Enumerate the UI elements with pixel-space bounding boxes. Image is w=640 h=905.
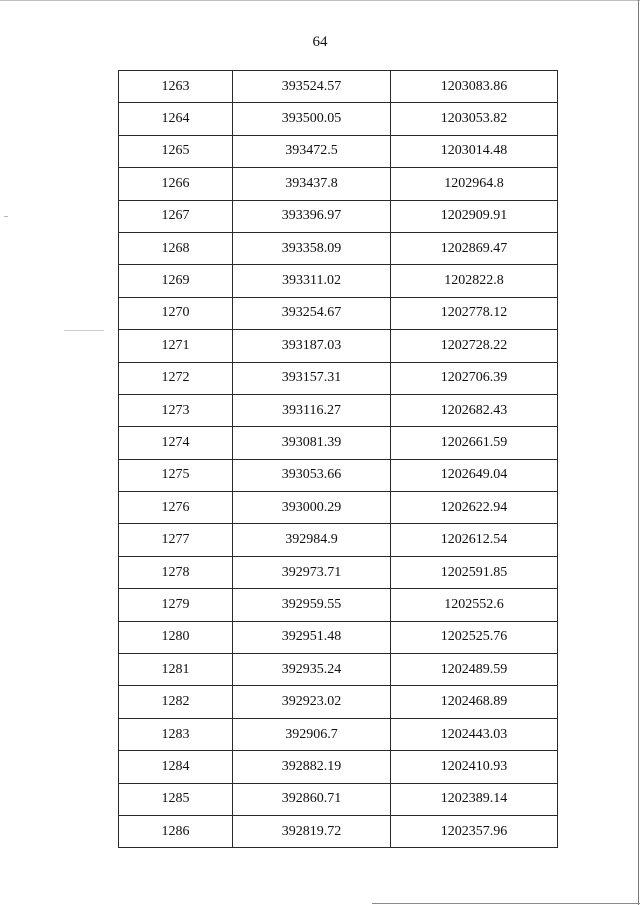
y-coordinate-cell: 1202706.39 bbox=[391, 362, 558, 394]
x-coordinate-cell: 392951.48 bbox=[233, 621, 391, 653]
point-number-cell: 1270 bbox=[119, 297, 233, 329]
y-coordinate-cell: 1202728.22 bbox=[391, 330, 558, 362]
coordinates-table-body bbox=[119, 71, 558, 848]
table-row bbox=[119, 524, 558, 556]
coordinates-table bbox=[118, 70, 558, 848]
x-coordinate-cell: 393437.8 bbox=[233, 168, 391, 200]
x-coordinate-cell: 393358.09 bbox=[233, 232, 391, 264]
x-coordinate-cell: 392973.71 bbox=[233, 556, 391, 588]
point-number-cell: 1276 bbox=[119, 492, 233, 524]
scan-speck bbox=[64, 330, 104, 331]
x-coordinate-cell: 392906.7 bbox=[233, 718, 391, 750]
point-number-cell: 1278 bbox=[119, 556, 233, 588]
x-coordinate-cell: 393524.57 bbox=[233, 71, 391, 103]
y-coordinate-cell: 1202909.91 bbox=[391, 200, 558, 232]
y-coordinate-cell: 1202443.03 bbox=[391, 718, 558, 750]
point-number-cell: 1268 bbox=[119, 232, 233, 264]
point-number-cell: 1280 bbox=[119, 621, 233, 653]
table-row bbox=[119, 297, 558, 329]
y-coordinate-cell: 1202649.04 bbox=[391, 459, 558, 491]
point-number-cell: 1271 bbox=[119, 330, 233, 362]
x-coordinate-cell: 392882.19 bbox=[233, 751, 391, 783]
page-edge-top bbox=[0, 0, 640, 1]
table-row bbox=[119, 135, 558, 167]
table-row bbox=[119, 751, 558, 783]
x-coordinate-cell: 392984.9 bbox=[233, 524, 391, 556]
table-row bbox=[119, 232, 558, 264]
point-number-cell: 1275 bbox=[119, 459, 233, 491]
y-coordinate-cell: 1202964.8 bbox=[391, 168, 558, 200]
table-row bbox=[119, 621, 558, 653]
table-row bbox=[119, 71, 558, 103]
point-number-cell: 1282 bbox=[119, 686, 233, 718]
point-number-cell: 1285 bbox=[119, 783, 233, 815]
point-number-cell: 1283 bbox=[119, 718, 233, 750]
table-row bbox=[119, 492, 558, 524]
x-coordinate-cell: 392819.72 bbox=[233, 815, 391, 847]
y-coordinate-cell: 1202525.76 bbox=[391, 621, 558, 653]
table-row bbox=[119, 783, 558, 815]
y-coordinate-cell: 1202822.8 bbox=[391, 265, 558, 297]
x-coordinate-cell: 392935.24 bbox=[233, 654, 391, 686]
point-number-cell: 1273 bbox=[119, 394, 233, 426]
x-coordinate-cell: 393254.67 bbox=[233, 297, 391, 329]
page-edge-right bbox=[638, 0, 639, 905]
y-coordinate-cell: 1202682.43 bbox=[391, 394, 558, 426]
table-row bbox=[119, 427, 558, 459]
page-edge-bottom bbox=[372, 903, 640, 904]
table-row bbox=[119, 168, 558, 200]
x-coordinate-cell: 393500.05 bbox=[233, 103, 391, 135]
page-number: 64 bbox=[312, 34, 328, 50]
table-row bbox=[119, 200, 558, 232]
x-coordinate-cell: 393311.02 bbox=[233, 265, 391, 297]
x-coordinate-cell: 392959.55 bbox=[233, 589, 391, 621]
x-coordinate-cell: 393116.27 bbox=[233, 394, 391, 426]
y-coordinate-cell: 1202389.14 bbox=[391, 783, 558, 815]
point-number-cell: 1272 bbox=[119, 362, 233, 394]
y-coordinate-cell: 1203083.86 bbox=[391, 71, 558, 103]
y-coordinate-cell: 1202410.93 bbox=[391, 751, 558, 783]
scan-speck bbox=[4, 216, 8, 217]
x-coordinate-cell: 393472.5 bbox=[233, 135, 391, 167]
y-coordinate-cell: 1203014.48 bbox=[391, 135, 558, 167]
x-coordinate-cell: 393157.31 bbox=[233, 362, 391, 394]
table-row bbox=[119, 654, 558, 686]
point-number-cell: 1274 bbox=[119, 427, 233, 459]
x-coordinate-cell: 392923.02 bbox=[233, 686, 391, 718]
point-number-cell: 1264 bbox=[119, 103, 233, 135]
x-coordinate-cell: 393396.97 bbox=[233, 200, 391, 232]
table-row bbox=[119, 103, 558, 135]
y-coordinate-cell: 1202778.12 bbox=[391, 297, 558, 329]
table-row bbox=[119, 330, 558, 362]
point-number-cell: 1281 bbox=[119, 654, 233, 686]
point-number-cell: 1267 bbox=[119, 200, 233, 232]
y-coordinate-cell: 1202661.59 bbox=[391, 427, 558, 459]
point-number-cell: 1286 bbox=[119, 815, 233, 847]
point-number-cell: 1277 bbox=[119, 524, 233, 556]
y-coordinate-cell: 1202622.94 bbox=[391, 492, 558, 524]
point-number-cell: 1265 bbox=[119, 135, 233, 167]
y-coordinate-cell: 1202552.6 bbox=[391, 589, 558, 621]
y-coordinate-cell: 1202468.89 bbox=[391, 686, 558, 718]
point-number-cell: 1266 bbox=[119, 168, 233, 200]
y-coordinate-cell: 1202612.54 bbox=[391, 524, 558, 556]
x-coordinate-cell: 393053.66 bbox=[233, 459, 391, 491]
y-coordinate-cell: 1202869.47 bbox=[391, 232, 558, 264]
table-row bbox=[119, 686, 558, 718]
point-number-cell: 1269 bbox=[119, 265, 233, 297]
table-row bbox=[119, 394, 558, 426]
x-coordinate-cell: 393081.39 bbox=[233, 427, 391, 459]
y-coordinate-cell: 1203053.82 bbox=[391, 103, 558, 135]
table-row bbox=[119, 362, 558, 394]
table-row bbox=[119, 265, 558, 297]
x-coordinate-cell: 392860.71 bbox=[233, 783, 391, 815]
y-coordinate-cell: 1202591.85 bbox=[391, 556, 558, 588]
point-number-cell: 1263 bbox=[119, 71, 233, 103]
table-row bbox=[119, 589, 558, 621]
point-number-cell: 1279 bbox=[119, 589, 233, 621]
point-number-cell: 1284 bbox=[119, 751, 233, 783]
table-row bbox=[119, 459, 558, 491]
x-coordinate-cell: 393000.29 bbox=[233, 492, 391, 524]
y-coordinate-cell: 1202489.59 bbox=[391, 654, 558, 686]
x-coordinate-cell: 393187.03 bbox=[233, 330, 391, 362]
y-coordinate-cell: 1202357.96 bbox=[391, 815, 558, 847]
table-row bbox=[119, 556, 558, 588]
table-row bbox=[119, 718, 558, 750]
table-row bbox=[119, 815, 558, 847]
